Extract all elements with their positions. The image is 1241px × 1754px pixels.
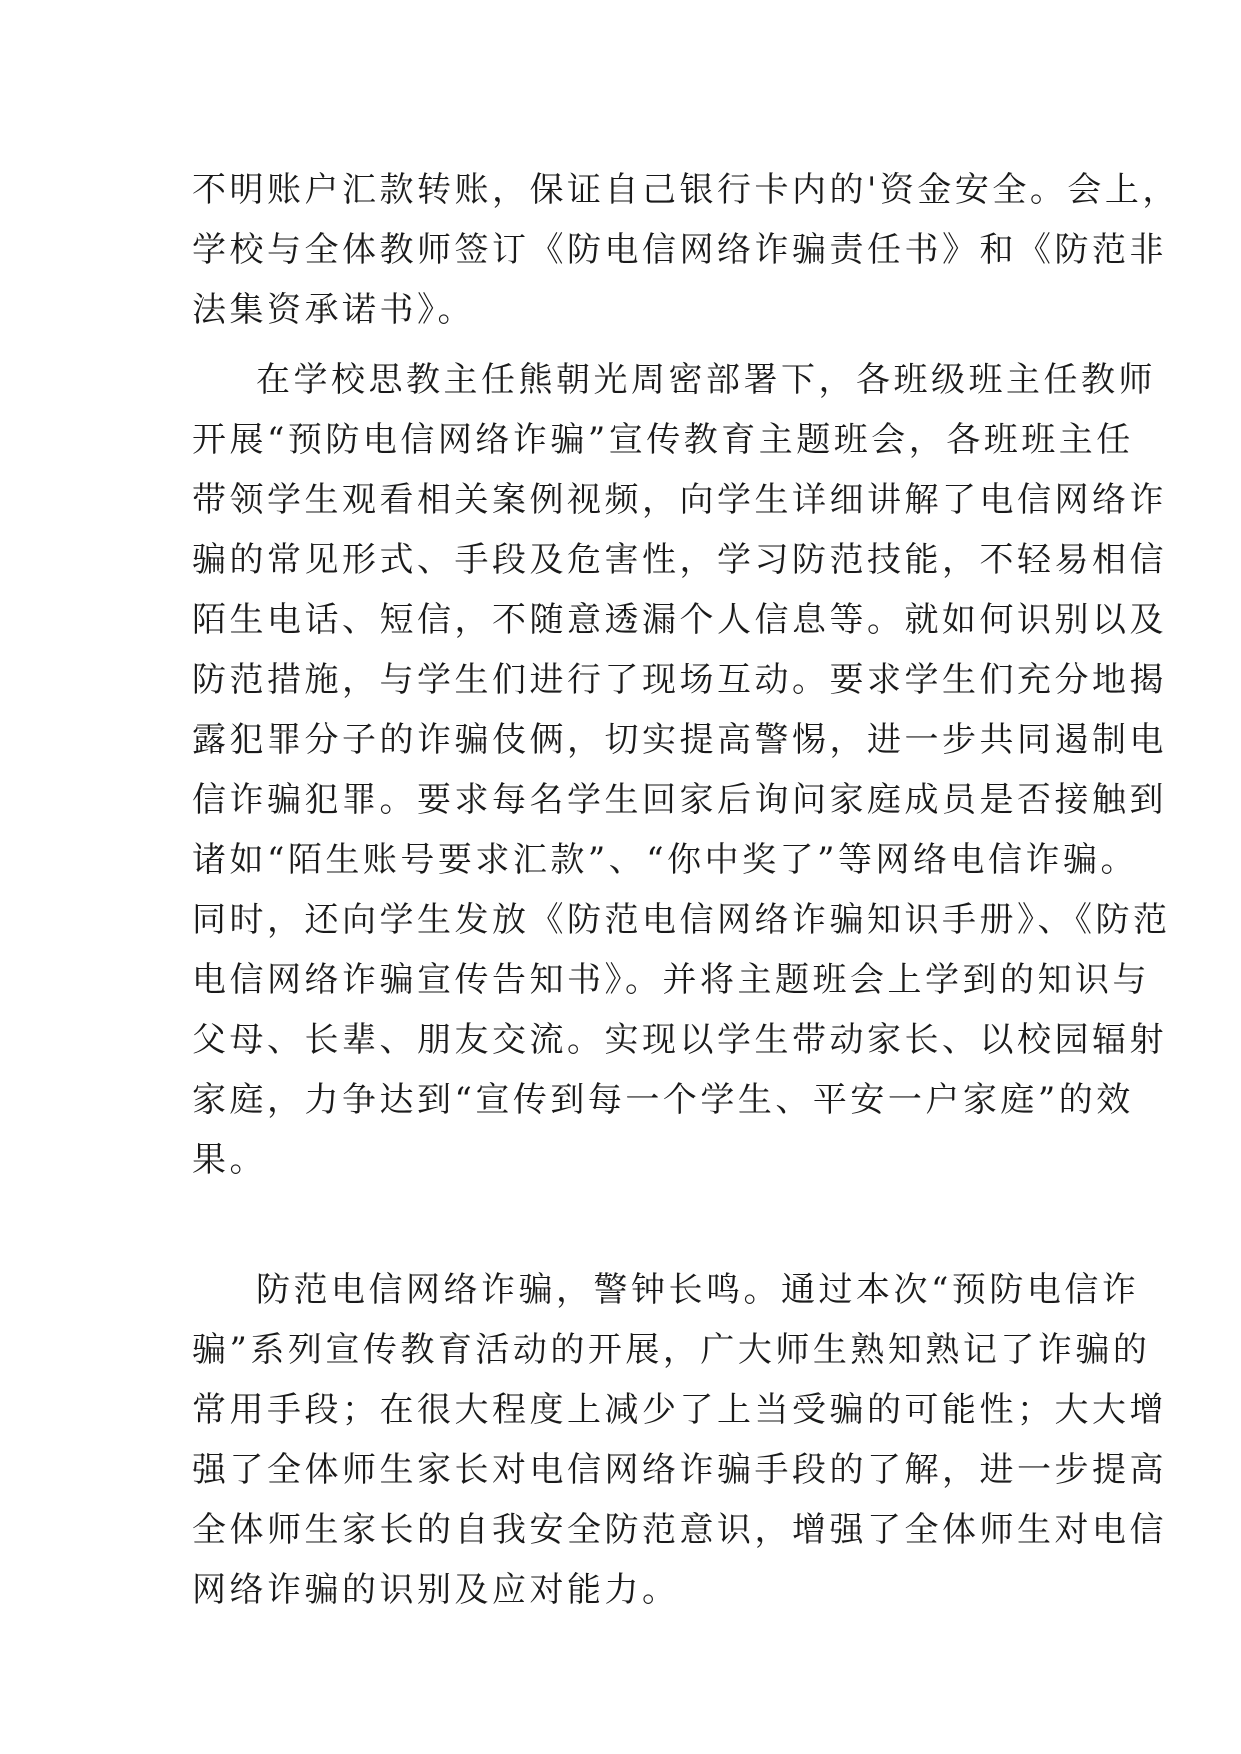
text-line: 法集资承诺书》。 xyxy=(192,290,475,330)
text-line xyxy=(192,1190,1060,1250)
text-line: 骗”系列宣传教育活动的开展，广大师生熟知熟记了诈骗的 xyxy=(192,1330,1151,1370)
text-line: 强了全体师生家长对电信网络诈骗手段的了解，进一步提高 xyxy=(192,1450,1167,1490)
text-line: 在学校思教主任熊朝光周密部署下，各班级班主任教师 xyxy=(256,360,1156,400)
text-line: 网络诈骗的识别及应对能力。 xyxy=(192,1570,680,1610)
text-line: 防范电信网络诈骗，警钟长鸣。通过本次“预防电信诈 xyxy=(256,1270,1140,1310)
text-line: 信诈骗犯罪。要求每名学生回家后询问家庭成员是否接触到 xyxy=(192,780,1167,820)
text-line: 学校与全体教师签订《防电信网络诈骗责任书》和《防范非 xyxy=(192,230,1167,270)
paragraph-3 xyxy=(192,1260,1167,1620)
paragraph-2 xyxy=(192,350,1171,1250)
text-line: 开展“预防电信网络诈骗”宣传教育主题班会，各班班主任 xyxy=(192,420,1134,460)
text-line: 果。 xyxy=(192,1140,267,1180)
paragraph-1 xyxy=(192,160,1180,340)
text-line: 同时，还向学生发放《防范电信网络诈骗知识手册》、《防范 xyxy=(192,900,1171,940)
document-page xyxy=(192,160,1180,1620)
text-line: 不明账户汇款转账，保证自己银行卡内的'资金安全。会上， xyxy=(192,170,1180,210)
text-line: 家庭，力争达到“宣传到每一个学生、平安一户家庭”的效 xyxy=(192,1080,1134,1120)
text-line: 常用手段；在很大程度上减少了上当受骗的可能性；大大增 xyxy=(192,1390,1167,1430)
text-line: 全体师生家长的自我安全防范意识，增强了全体师生对电信 xyxy=(192,1510,1167,1550)
text-line: 父母、长辈、朋友交流。实现以学生带动家长、以校园辐射 xyxy=(192,1020,1167,1060)
text-line: 骗的常见形式、手段及危害性，学习防范技能，不轻易相信 xyxy=(192,540,1167,580)
text-line: 带领学生观看相关案例视频，向学生详细讲解了电信网络诈 xyxy=(192,480,1167,520)
text-line: 电信网络诈骗宣传告知书》。并将主题班会上学到的知识与 xyxy=(192,960,1150,1000)
text-line: 露犯罪分子的诈骗伎俩，切实提高警惕，进一步共同遏制电 xyxy=(192,720,1167,760)
text-line: 防范措施，与学生们进行了现场互动。要求学生们充分地揭 xyxy=(192,660,1167,700)
text-line: 诸如“陌生账号要求汇款”、“你中奖了”等网络电信诈骗。 xyxy=(192,840,1139,880)
text-line: 陌生电话、短信，不随意透漏个人信息等。就如何识别以及 xyxy=(192,600,1167,640)
